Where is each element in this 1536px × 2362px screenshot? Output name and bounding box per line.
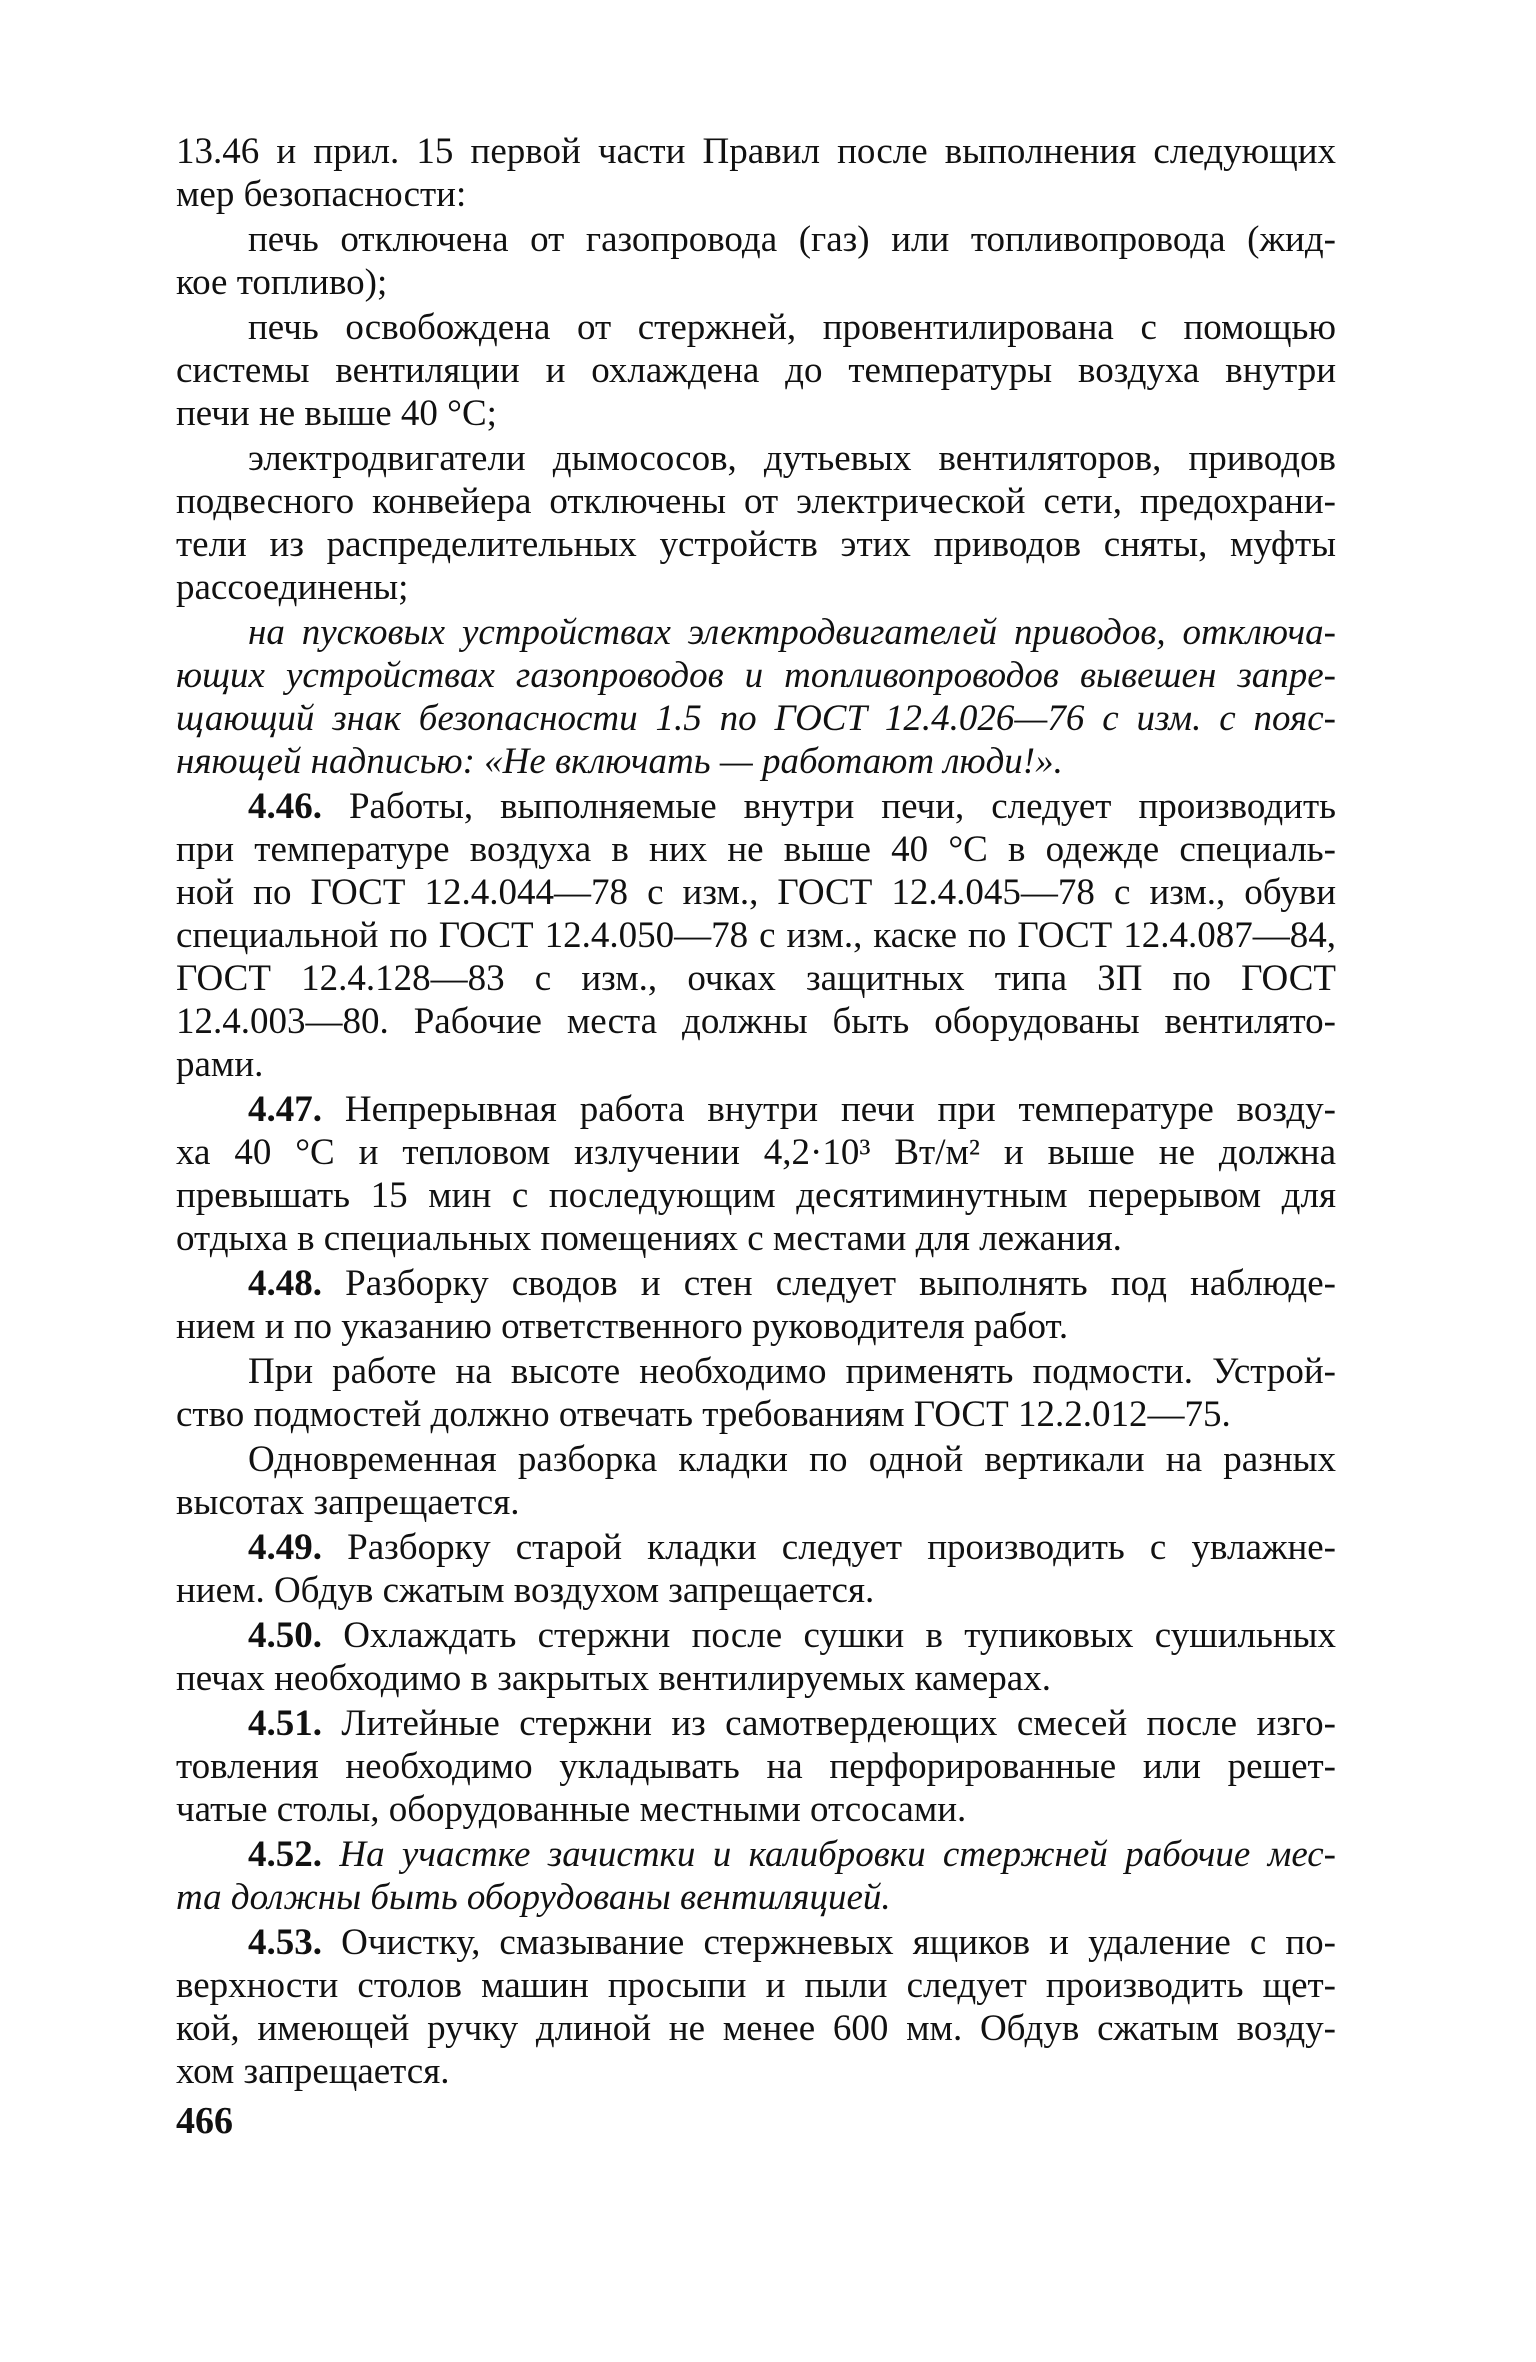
text-line <box>176 1393 1336 1436</box>
text-line <box>176 1964 1336 2007</box>
line-text: та должны быть оборудованы вентиляцией. <box>176 1877 891 1918</box>
line-text: ха 40 °С и тепловом излучении 4,2·10³ Вт/м² и выше не должна <box>176 1132 1336 1173</box>
text-line <box>176 871 1336 914</box>
text-line <box>176 218 1336 261</box>
line-text: печь отключена от газопровода (газ) или топливопровода (жид- <box>248 219 1336 260</box>
line-text: нием и по указанию ответственного руководителя работ. <box>176 1306 1069 1347</box>
line-text: подвесного конвейера отключены от электрической сети, предохрани- <box>176 481 1336 522</box>
line-text: системы вентиляции и охлаждена до температуры воздуха внутри <box>176 350 1336 391</box>
text-line <box>176 437 1336 480</box>
text-line <box>176 173 1336 216</box>
text-line <box>176 1350 1336 1393</box>
text-line <box>176 654 1336 697</box>
text-line <box>176 1438 1336 1481</box>
paragraph <box>176 1438 1336 1524</box>
text-line <box>176 828 1336 871</box>
text-line <box>176 523 1336 566</box>
line-text: кое топливо); <box>176 262 388 303</box>
paragraph <box>176 1350 1336 1436</box>
line-text: Одновременная разборка кладки по одной вертикали на разных <box>248 1439 1336 1480</box>
text-line <box>176 2050 1336 2093</box>
line-text: ной по ГОСТ 12.4.044—78 с изм., ГОСТ 12.4.045—78 с изм., обуви <box>176 872 1336 913</box>
text-line <box>176 697 1336 740</box>
text-line <box>176 306 1336 349</box>
section-number: 4.47. <box>248 1089 322 1130</box>
line-text: верхности столов машин просыпи и пыли следует производить щет- <box>176 1965 1336 2006</box>
text-line <box>176 1305 1336 1348</box>
section-4-47 <box>176 1088 1336 1260</box>
line-text: высотах запрещается. <box>176 1482 520 1523</box>
line-text: Непрерывная работа внутри печи при температуре возду- <box>322 1089 1336 1130</box>
section-number: 4.51. <box>248 1703 322 1744</box>
line-text: рами. <box>176 1044 264 1085</box>
section-4-52 <box>176 1833 1336 1919</box>
line-text: кой, имеющей ручку длиной не менее 600 мм. Обдув сжатым возду- <box>176 2008 1336 2049</box>
text-line <box>176 1702 1336 1745</box>
text-line <box>176 1745 1336 1788</box>
section-4-50 <box>176 1614 1336 1700</box>
text-line <box>176 2007 1336 2050</box>
text-line <box>176 740 1336 783</box>
line-text: мер безопасности: <box>176 174 467 215</box>
line-text: 13.46 и прил. 15 первой части Правил после выполнения следующих <box>176 131 1336 172</box>
text-line <box>176 1788 1336 1831</box>
text-line <box>176 1000 1336 1043</box>
paragraph <box>176 306 1336 435</box>
section-number: 4.52. <box>248 1834 322 1875</box>
line-text: тели из распределительных устройств этих приводов сняты, муфты <box>176 524 1336 565</box>
text-line <box>176 1569 1336 1612</box>
section-4-53 <box>176 1921 1336 2093</box>
line-text: 12.4.003—80. Рабочие места должны быть оборудованы вентилято- <box>176 1001 1336 1042</box>
line-text: печь освобождена от стержней, провентилирована с помощью <box>248 307 1336 348</box>
line-text: ГОСТ 12.4.128—83 с изм., очках защитных типа ЗП по ГОСТ <box>176 958 1336 999</box>
page-number: 466 <box>176 2100 233 2142</box>
text-line <box>176 1833 1336 1876</box>
section-4-48 <box>176 1262 1336 1348</box>
line-text: печах необходимо в закрытых вентилируемых камерах. <box>176 1658 1051 1699</box>
text-line <box>176 130 1336 173</box>
line-text: специальной по ГОСТ 12.4.050—78 с изм., каске по ГОСТ 12.4.087—84, <box>176 915 1336 956</box>
line-text: Очистку, смазывание стержневых ящиков и удаление с по- <box>322 1922 1336 1963</box>
line-text: электродвигатели дымососов, дутьевых вентиляторов, приводов <box>248 438 1336 479</box>
document-body <box>176 130 1336 2093</box>
text-line <box>176 914 1336 957</box>
line-text: рассоединены; <box>176 567 409 608</box>
line-text: хом запрещается. <box>176 2051 450 2092</box>
line-text: При работе на высоте необходимо применять подмости. Устрой- <box>248 1351 1336 1392</box>
text-line <box>176 1043 1336 1086</box>
line-text: ющих устройствах газопроводов и топливопроводов вывешен запре- <box>176 655 1336 696</box>
text-line <box>176 1526 1336 1569</box>
section-4-46 <box>176 785 1336 1086</box>
line-text: ство подмостей должно отвечать требованиям ГОСТ 12.2.012—75. <box>176 1394 1231 1435</box>
text-line <box>176 1921 1336 1964</box>
text-line <box>176 566 1336 609</box>
text-line <box>176 611 1336 654</box>
text-line <box>176 1217 1336 1260</box>
text-line <box>176 1614 1336 1657</box>
line-text: няющей надписью: «Не включать — работают люди!». <box>176 741 1063 782</box>
line-text: товления необходимо укладывать на перфорированные или решет- <box>176 1746 1336 1787</box>
text-line <box>176 957 1336 1000</box>
text-line <box>176 349 1336 392</box>
line-text: Охлаждать стержни после сушки в тупиковых сушильных <box>322 1615 1336 1656</box>
paragraph <box>176 130 1336 216</box>
text-line <box>176 785 1336 828</box>
line-text: На участке зачистки и калибровки стержней рабочие мес- <box>322 1834 1336 1875</box>
paragraph <box>176 218 1336 304</box>
line-text: Разборку сводов и стен следует выполнять под наблюде- <box>322 1263 1336 1304</box>
text-line <box>176 1174 1336 1217</box>
section-4-49 <box>176 1526 1336 1612</box>
line-text: превышать 15 мин с последующим десятиминутным перерывом для <box>176 1175 1336 1216</box>
text-line <box>176 480 1336 523</box>
section-4-51 <box>176 1702 1336 1831</box>
section-number: 4.53. <box>248 1922 322 1963</box>
line-text: печи не выше 40 °С; <box>176 393 497 434</box>
text-line <box>176 1088 1336 1131</box>
text-line <box>176 1876 1336 1919</box>
paragraph <box>176 437 1336 609</box>
section-number: 4.50. <box>248 1615 322 1656</box>
line-text: при температуре воздуха в них не выше 40 °С в одежде специаль- <box>176 829 1336 870</box>
text-line <box>176 1657 1336 1700</box>
section-number: 4.48. <box>248 1263 322 1304</box>
section-number: 4.49. <box>248 1527 322 1568</box>
line-text: Литейные стержни из самотвердеющих смесей после изго- <box>322 1703 1336 1744</box>
line-text: Работы, выполняемые внутри печи, следует производить <box>322 786 1336 827</box>
line-text: щающий знак безопасности 1.5 по ГОСТ 12.4.026—76 с изм. с пояс- <box>176 698 1336 739</box>
text-line <box>176 1481 1336 1524</box>
paragraph <box>176 611 1336 783</box>
line-text: на пусковых устройствах электродвигателей приводов, отключа- <box>248 612 1336 653</box>
line-text: нием. Обдув сжатым воздухом запрещается. <box>176 1570 875 1611</box>
line-text: Разборку старой кладки следует производить с увлажне- <box>322 1527 1336 1568</box>
text-line <box>176 1262 1336 1305</box>
text-line <box>176 261 1336 304</box>
text-line <box>176 392 1336 435</box>
line-text: отдыха в специальных помещениях с местами для лежания. <box>176 1218 1122 1259</box>
document-page <box>176 128 1336 2143</box>
section-number: 4.46. <box>248 786 322 827</box>
text-line <box>176 1131 1336 1174</box>
line-text: чатые столы, оборудованные местными отсосами. <box>176 1789 967 1830</box>
